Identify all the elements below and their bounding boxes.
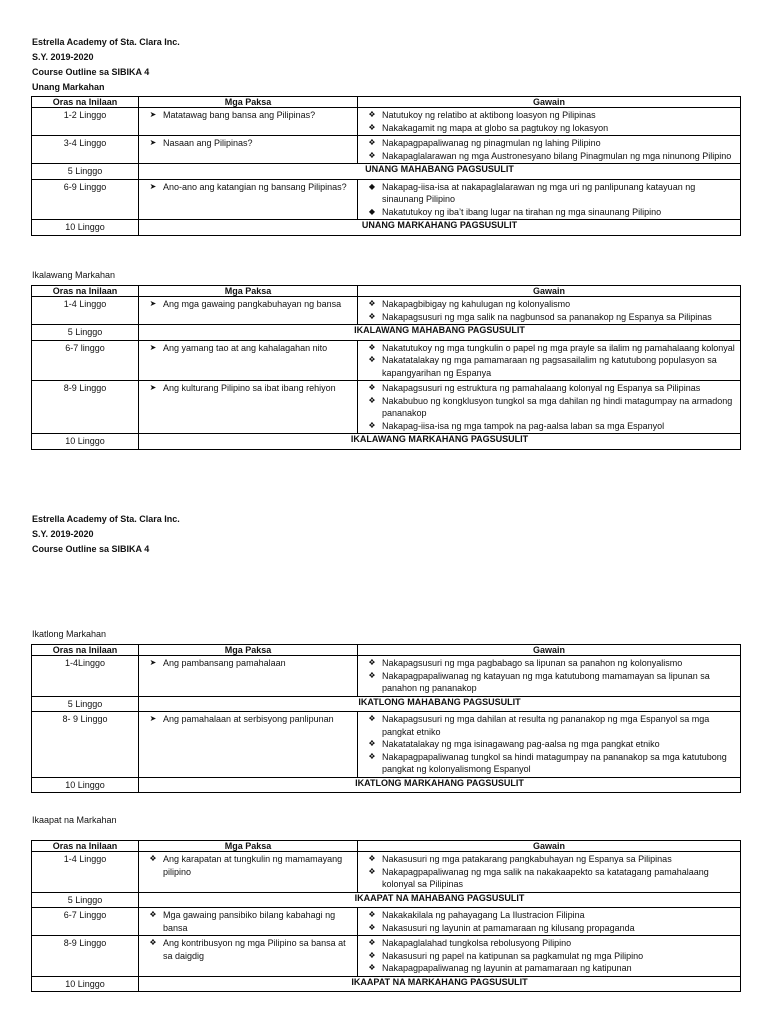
diamond-bullet-icon: ❖: [368, 383, 376, 392]
paksa-cell: ➤ Ano-ano ang katangian ng bansang Pilipinas?: [139, 179, 358, 220]
diamond-bullet-icon: ❖: [368, 751, 376, 761]
school-name: Estrella Academy of Sta. Clara Inc.: [32, 514, 180, 524]
diamond-bullet-icon: ❖: [368, 922, 376, 932]
oras-cell: 1-4 Linggo: [32, 297, 139, 325]
quarter-2-table: [31, 285, 741, 450]
table-row: [32, 656, 741, 697]
arrow-bullet-icon: ➤: [149, 383, 157, 392]
oras-cell: 6-7 linggo: [32, 340, 139, 381]
oras-cell: 5 Linggo: [32, 164, 139, 180]
quarter-title-2: Ikalawang Markahan: [32, 270, 116, 280]
oras-cell: 10 Linggo: [32, 777, 139, 793]
diamond-bullet-icon: ❖: [368, 739, 376, 748]
paksa-cell: ➤ Ang pambansang pamahalaan: [139, 656, 358, 697]
exam-label: IKALAWANG MAHABANG PAGSUSULIT: [139, 325, 741, 341]
school-year: S.Y. 2019-2020: [32, 52, 94, 62]
gawain-cell: ❖ Natutukoy ng relatibo at aktibong loasyon ng Pilipinas ❖ Nakakagamit ng mapa at globo sa pagtukoy ng lokasyon: [358, 108, 741, 136]
exam-label: UNANG MARKAHANG PAGSUSULIT: [139, 220, 741, 236]
table-row: [32, 936, 741, 977]
col-header-paksa: Mga Paksa: [139, 286, 358, 297]
diamond-bullet-icon: ❖: [368, 110, 376, 119]
diamond-bullet-icon: ❖: [368, 138, 376, 147]
oras-cell: 8-9 Linggo: [32, 936, 139, 977]
paksa-cell: ➤ Ang mga gawaing pangkabuhayan ng bansa: [139, 297, 358, 325]
gawain-cell: ❖ Nakapagsusuri ng mga dahilan at resulta ng pananakop ng mga Espanyol sa mga pangkat etniko ❖ Nakatatalakay ng mga isinagawang pag-aalsa ng mga pangkat etniko ❖ Nakapagpapaliwanag tungkol sa hindi matagumpay na pananakop sa mga katutubong pangkat ng kolonyalismong Espanyol: [358, 712, 741, 778]
quarter-title-4: Ikaapat na Markahan: [32, 815, 117, 825]
diamond-bullet-icon: ❖: [368, 670, 376, 680]
exam-row: [32, 434, 741, 450]
oras-cell: 5 Linggo: [32, 696, 139, 712]
diamond-bullet-icon: ❖: [368, 420, 376, 430]
exam-row: [32, 696, 741, 712]
exam-label: IKAAPAT NA MARKAHANG PAGSUSULIT: [139, 976, 741, 992]
solid-diamond-bullet-icon: ◆: [368, 206, 376, 216]
diamond-bullet-icon: ❖: [368, 938, 376, 947]
gawain-cell: ❖ Nakapagsusuri ng estruktura ng pamahalaang kolonyal ng Espanya sa Pilipinas ❖ Nakabubuo ng kongklusyon tungkol sa mga dahilan ng hindi matagumpay na armadong pananakop ❖ Nakapag-iisa-isa ng mga tampok na pag-aalsa laban sa mga Espanyol: [358, 381, 741, 434]
oras-cell: 1-4 Linggo: [32, 852, 139, 893]
diamond-bullet-icon: ❖: [368, 299, 376, 308]
exam-label: IKAAPAT NA MAHABANG PAGSUSULIT: [139, 892, 741, 908]
table-row: [32, 297, 741, 325]
exam-label: IKALAWANG MARKAHANG PAGSUSULIT: [139, 434, 741, 450]
paksa-cell: ➤ Ang kulturang Pilipino sa ibat ibang rehiyon: [139, 381, 358, 434]
exam-label: IKATLONG MAHABANG PAGSUSULIT: [139, 696, 741, 712]
table-row: [32, 712, 741, 778]
col-header-gawain: Gawain: [358, 841, 741, 852]
diamond-bullet-icon: ❖: [368, 355, 376, 364]
col-header-gawain: Gawain: [358, 645, 741, 656]
course-title: Course Outline sa SIBIKA 4: [32, 544, 150, 554]
col-header-gawain: Gawain: [358, 97, 741, 108]
col-header-oras: Oras na Inilaan: [32, 841, 139, 852]
table-row: [32, 340, 741, 381]
oras-cell: 1-4Linggo: [32, 656, 139, 697]
exam-label: IKATLONG MARKAHANG PAGSUSULIT: [139, 777, 741, 793]
arrow-bullet-icon: ➤: [149, 138, 157, 147]
table-row: [32, 908, 741, 936]
diamond-bullet-icon: ❖: [368, 311, 376, 321]
diamond-bullet-icon: ❖: [368, 714, 376, 723]
diamond-bullet-icon: ❖: [149, 938, 157, 947]
quarter-4-table: [31, 840, 741, 992]
diamond-bullet-icon: ❖: [149, 910, 157, 919]
oras-cell: 5 Linggo: [32, 892, 139, 908]
course-title: Course Outline sa SIBIKA 4: [32, 67, 150, 77]
exam-row: [32, 777, 741, 793]
diamond-bullet-icon: ❖: [368, 963, 376, 972]
table-row: [32, 381, 741, 434]
paksa-cell: ❖ Ang kontribusyon ng mga Pilipino sa bansa at sa daigdig: [139, 936, 358, 977]
diamond-bullet-icon: ❖: [368, 342, 376, 352]
exam-row: [32, 164, 741, 180]
diamond-bullet-icon: ❖: [368, 854, 376, 863]
arrow-bullet-icon: ➤: [149, 110, 157, 119]
arrow-bullet-icon: ➤: [149, 342, 157, 352]
diamond-bullet-icon: ❖: [149, 854, 157, 863]
arrow-bullet-icon: ➤: [149, 181, 157, 191]
gawain-cell: ❖ Nakasusuri ng mga patakarang pangkabuhayan ng Espanya sa Pilipinas ❖ Nakapagpapaliwanag ng mga salik na nakakaapekto sa katatagang pamahalaang kolonyal sa Pilipinas: [358, 852, 741, 893]
col-header-paksa: Mga Paksa: [139, 841, 358, 852]
col-header-paksa: Mga Paksa: [139, 97, 358, 108]
oras-cell: 5 Linggo: [32, 325, 139, 341]
solid-diamond-bullet-icon: ◆: [368, 181, 376, 191]
gawain-cell: ❖ Nakapaglalahad tungkolsa rebolusyong Pilipino ❖ Nakasusuri ng papel na katipunan sa pagkamulat ng mga Pilipino ❖ Nakapagpapaliwanag ng layunin at pamamaraan ng katipunan: [358, 936, 741, 977]
arrow-bullet-icon: ➤: [149, 299, 157, 308]
diamond-bullet-icon: ❖: [368, 150, 376, 160]
school-name: Estrella Academy of Sta. Clara Inc.: [32, 37, 180, 47]
gawain-cell: ❖ Nakapagbibigay ng kahulugan ng kolonyalismo ❖ Nakapagsusuri ng mga salik na nagbunsod sa pananakop ng Espanya sa Pilipinas: [358, 297, 741, 325]
gawain-cell: ❖ Nakatutukoy ng mga tungkulin o papel ng mga prayle sa ilalim ng pamahalaang kolonyal ❖ Nakatatalakay ng mga pamamaraan ng pagsasailalim ng katutubong populasyon sa kapangyarihan ng Espanya: [358, 340, 741, 381]
arrow-bullet-icon: ➤: [149, 658, 157, 667]
paksa-cell: ➤ Matatawag bang bansa ang Pilipinas?: [139, 108, 358, 136]
oras-cell: 10 Linggo: [32, 434, 139, 450]
exam-row: [32, 325, 741, 341]
quarter-title-1: Unang Markahan: [32, 82, 105, 92]
exam-row: [32, 892, 741, 908]
col-header-oras: Oras na Inilaan: [32, 645, 139, 656]
oras-cell: 3-4 Linggo: [32, 136, 139, 164]
school-year: S.Y. 2019-2020: [32, 529, 94, 539]
diamond-bullet-icon: ❖: [368, 395, 376, 405]
col-header-oras: Oras na Inilaan: [32, 286, 139, 297]
quarter-3-table: [31, 644, 741, 793]
arrow-bullet-icon: ➤: [149, 714, 157, 723]
oras-cell: 10 Linggo: [32, 220, 139, 236]
oras-cell: 8-9 Linggo: [32, 381, 139, 434]
paksa-cell: ❖ Ang karapatan at tungkulin ng mamamayang pilipino: [139, 852, 358, 893]
oras-cell: 6-7 Linggo: [32, 908, 139, 936]
gawain-cell: ❖ Nakapagpapaliwanag ng pinagmulan ng lahing Pilipino ❖ Nakapaglalarawan ng mga Austronesyano bilang Pinagmulan ng mga ninunong Pilipino: [358, 136, 741, 164]
paksa-cell: ➤ Ang yamang tao at ang kahalagahan nito: [139, 340, 358, 381]
col-header-oras: Oras na Inilaan: [32, 97, 139, 108]
oras-cell: 1-2 Linggo: [32, 108, 139, 136]
exam-row: [32, 976, 741, 992]
diamond-bullet-icon: ❖: [368, 658, 376, 667]
exam-label: UNANG MAHABANG PAGSUSULIT: [139, 164, 741, 180]
paksa-cell: ➤ Ang pamahalaan at serbisyong panlipunan: [139, 712, 358, 778]
oras-cell: 6-9 Linggo: [32, 179, 139, 220]
table-row: [32, 852, 741, 893]
table-row: [32, 108, 741, 136]
diamond-bullet-icon: ❖: [368, 866, 376, 876]
paksa-cell: ➤ Nasaan ang Pilipinas?: [139, 136, 358, 164]
oras-cell: 8- 9 Linggo: [32, 712, 139, 778]
oras-cell: 10 Linggo: [32, 976, 139, 992]
col-header-gawain: Gawain: [358, 286, 741, 297]
diamond-bullet-icon: ❖: [368, 122, 376, 132]
exam-row: [32, 220, 741, 236]
gawain-cell: ❖ Nakakakilala ng pahayagang La Ilustracion Filipina ❖ Nakasusuri ng layunin at pamamaraan ng kilusang propaganda: [358, 908, 741, 936]
paksa-cell: ❖ Mga gawaing pansibiko bilang kabahagi ng bansa: [139, 908, 358, 936]
quarter-1-table: [31, 96, 741, 236]
diamond-bullet-icon: ❖: [368, 910, 376, 919]
table-row: [32, 136, 741, 164]
diamond-bullet-icon: ❖: [368, 950, 376, 960]
table-row: [32, 179, 741, 220]
gawain-cell: ❖ Nakapagsusuri ng mga pagbabago sa lipunan sa panahon ng kolonyalismo ❖ Nakapagpapaliwanag ng katayuan ng mga katutubong mamamayan sa lipunan sa panahon ng pananakop: [358, 656, 741, 697]
quarter-title-3: Ikatlong Markahan: [32, 629, 107, 639]
gawain-cell: ◆ Nakapag-iisa-isa at nakapaglalarawan ng mga uri ng panlipunang katayuan ng sinaunang Pilipino ◆ Nakatutukoy ng iba’t ibang lugar na tirahan ng mga sinaunang Pilipino: [358, 179, 741, 220]
col-header-paksa: Mga Paksa: [139, 645, 358, 656]
